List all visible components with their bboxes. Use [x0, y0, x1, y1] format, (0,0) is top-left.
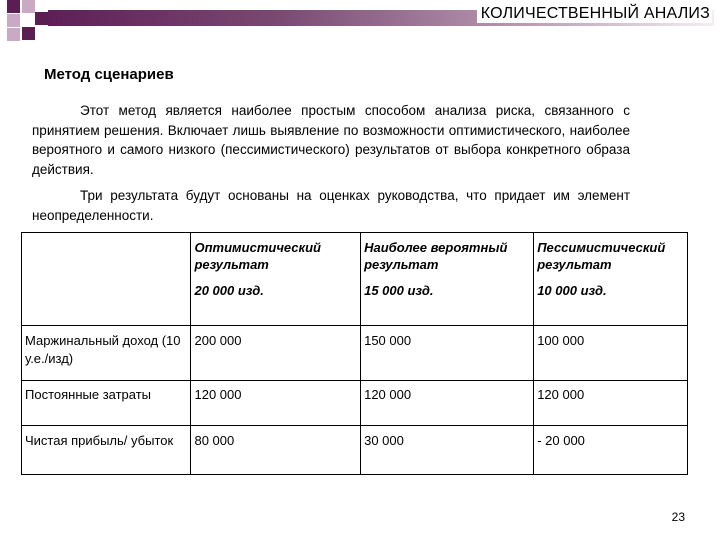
table-cell: 120 000 [191, 381, 361, 426]
table-cell: 80 000 [191, 426, 361, 475]
header-value: 20 000 изд. [194, 283, 264, 298]
page-number: 23 [671, 510, 685, 524]
decor-square [22, 27, 35, 40]
paragraph-1: Этот метод является наиболее простым способом анализа риска, связанного с принятием решения. Включает лишь выявление по возможности оптимистического, наиболее вероятного и самого низкого (пессимистического) результатов от выбора конкретного образа действия. [32, 103, 630, 177]
table-cell: 120 000 [361, 381, 534, 426]
header-value: 10 000 изд. [537, 283, 607, 298]
table-cell: 120 000 [534, 381, 688, 426]
scenario-table [21, 232, 688, 475]
table-cell: 100 000 [534, 326, 688, 381]
decor-square [7, 0, 20, 13]
row-label: Маржинальный доход (10 у.е./изд) [22, 326, 191, 381]
decor-square [7, 28, 20, 41]
table-row [22, 426, 688, 475]
page-title: КОЛИЧЕСТВЕННЫЙ АНАЛИЗ [477, 5, 712, 23]
row-label: Постоянные затраты [22, 381, 191, 426]
header-pessimistic [534, 233, 688, 326]
paragraph-2: Три результата будут основаны на оценках руководства, что придает им элемент неопределенности. [32, 188, 630, 223]
section-heading: Метод сценариев [44, 66, 174, 83]
decor-square [7, 14, 20, 27]
header-label: Оптимистический результат [194, 240, 321, 272]
row-label: Чистая прибыль/ убыток [22, 426, 191, 475]
table-cell: 200 000 [191, 326, 361, 381]
table-header-row [22, 233, 688, 326]
header-label: Наиболее вероятный результат [364, 240, 508, 272]
table-cell: 150 000 [361, 326, 534, 381]
table-row [22, 381, 688, 426]
decor-square [35, 12, 48, 25]
header-label: Пессимистический результат [537, 240, 666, 272]
table-cell: 30 000 [361, 426, 534, 475]
table-row [22, 326, 688, 381]
decor-square [22, 0, 35, 13]
table-cell: - 20 000 [534, 426, 688, 475]
header-optimistic [191, 233, 361, 326]
table-corner-cell [22, 233, 191, 326]
header-value: 15 000 изд. [364, 283, 434, 298]
header-most-likely [361, 233, 534, 326]
